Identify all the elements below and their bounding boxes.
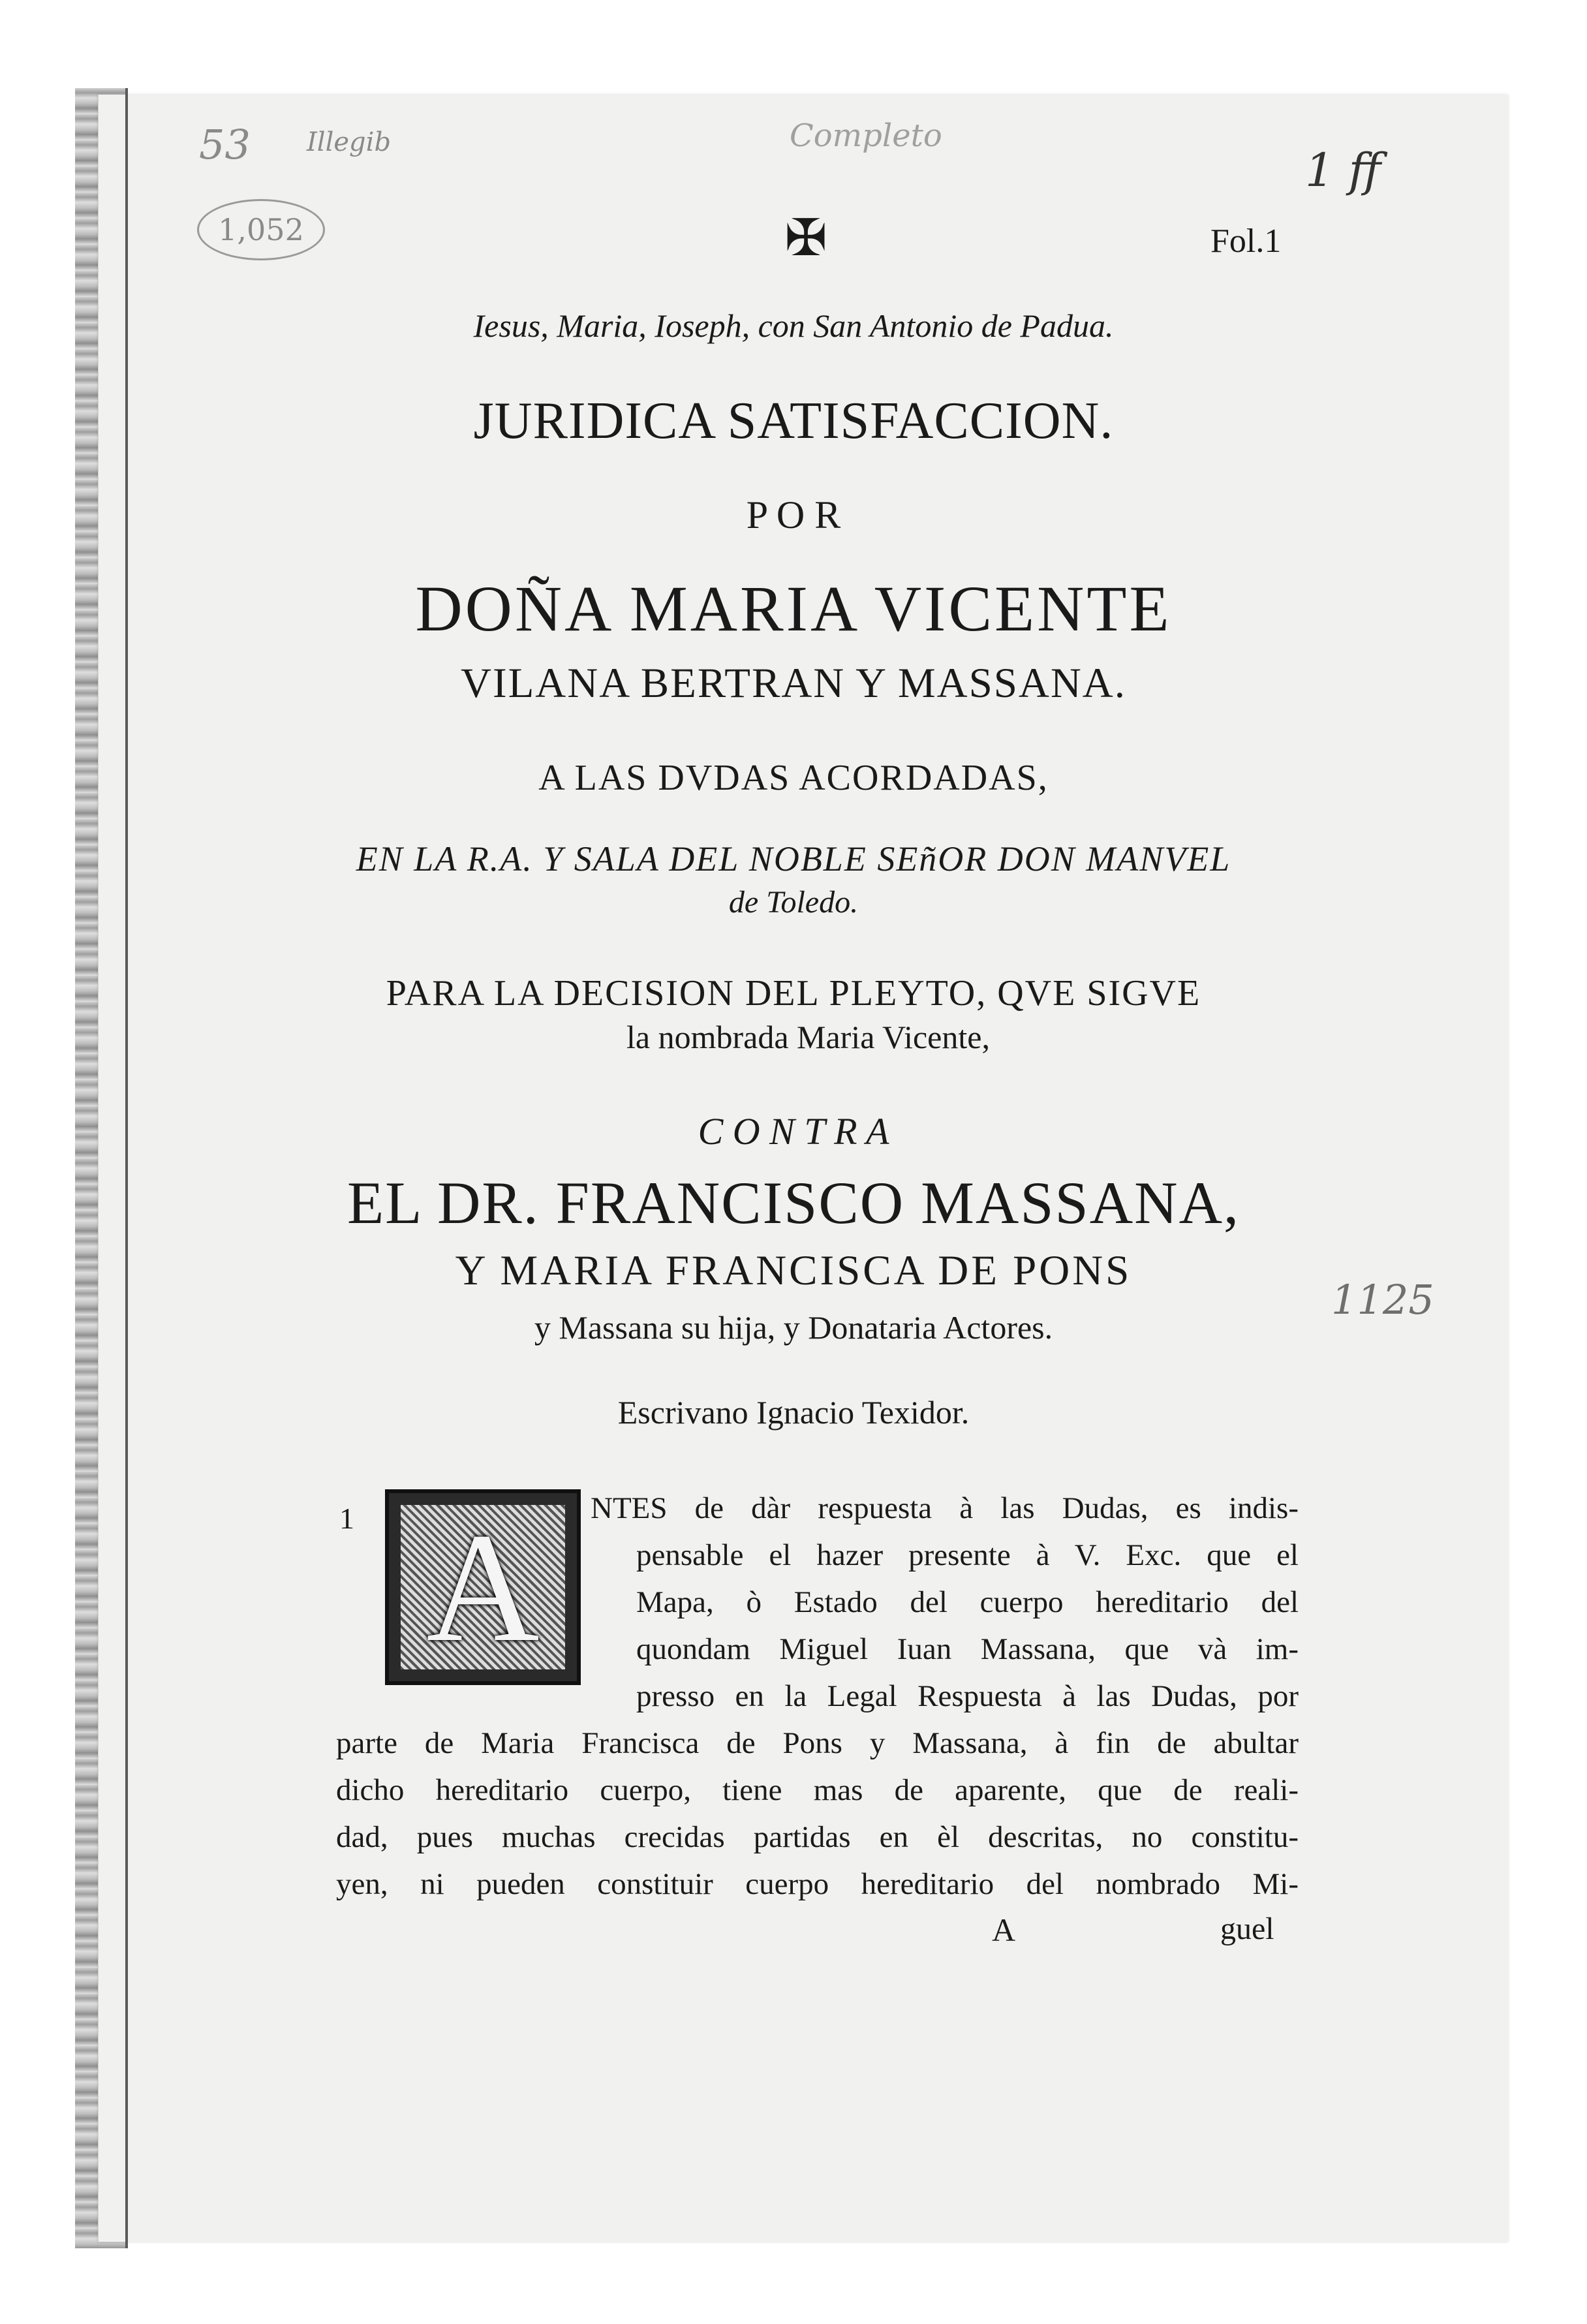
contra-label: C O N T R A bbox=[698, 1110, 889, 1153]
para-line: presso en la Legal Respuesta à las Dudas, por bbox=[636, 1679, 1299, 1713]
annotation-right-marks: 1 ff bbox=[1305, 144, 1381, 197]
sala-line: EN LA R.A. Y SALA DEL NOBLE SEñOR DON MANVEL bbox=[356, 839, 1231, 878]
adversary-line-3: y Massana su hija, y Donataria Actores. bbox=[534, 1309, 1053, 1346]
margin-annotation: 1125 bbox=[1331, 1276, 1434, 1324]
decision-line-2: la nombrada Maria Vicente, bbox=[626, 1019, 990, 1055]
para-line: Mapa, ò Estado del cuerpo hereditario del bbox=[636, 1585, 1299, 1619]
por-label: P O R bbox=[746, 493, 841, 536]
adversary-name: EL DR. FRANCISCO MASSANA, bbox=[347, 1170, 1240, 1236]
para-line: parte de Maria Francisca de Pons y Massana, à fin de abultar bbox=[336, 1726, 1299, 1760]
catalog-stamp: 1,052 bbox=[197, 199, 325, 260]
para-line: dicho hereditario cuerpo, tiene mas de aparente, que de reali- bbox=[336, 1773, 1299, 1807]
para-line: dad, pues muchas crecidas partidas en èl descritas, no constitu- bbox=[336, 1820, 1299, 1854]
annotation-number: 53 bbox=[199, 121, 251, 168]
cross-icon: ✠ bbox=[784, 209, 827, 266]
invocation: Iesus, Maria, Ioseph, con San Antonio de Padua. bbox=[473, 307, 1114, 344]
initial-letter: A bbox=[426, 1500, 540, 1674]
annotation-illegible: Illegib bbox=[307, 127, 392, 157]
paragraph-number: 1 bbox=[339, 1502, 354, 1535]
decision-heading: PARA LA DECISION DEL PLEYTO, QVE SIGVE bbox=[386, 973, 1201, 1014]
party-surnames: VILANA BERTRAN Y MASSANA. bbox=[461, 660, 1126, 707]
para-line: yen, ni pueden constituir cuerpo hereditario del nombrado Mi- bbox=[336, 1867, 1299, 1901]
decorated-initial bbox=[385, 1489, 581, 1685]
folio-number: Fol.1 bbox=[1210, 223, 1282, 260]
para-line: quondam Miguel Iuan Massana, que và im- bbox=[636, 1632, 1299, 1666]
dudas-heading: A LAS DVDAS ACORDADAS, bbox=[538, 758, 1049, 798]
sala-line-2: de Toledo. bbox=[728, 885, 859, 920]
initial-ornament bbox=[401, 1500, 565, 1674]
catchword: guel bbox=[1220, 1912, 1274, 1946]
party-name: DOÑA MARIA VICENTE bbox=[415, 572, 1172, 645]
para-line: pensable el hazer presente à V. Exc. que el bbox=[636, 1538, 1299, 1572]
adversary-name-2: Y MARIA FRANCISCA DE PONS bbox=[455, 1247, 1132, 1294]
para-line: NTES de dàr respuesta à las Dudas, es indis- bbox=[591, 1491, 1299, 1525]
annotation-completo: Completo bbox=[790, 117, 942, 154]
signature-mark: A bbox=[992, 1912, 1016, 1948]
main-title: JURIDICA SATISFACCION. bbox=[473, 392, 1114, 450]
escrivano-line: Escrivano Ignacio Texidor. bbox=[617, 1394, 970, 1431]
